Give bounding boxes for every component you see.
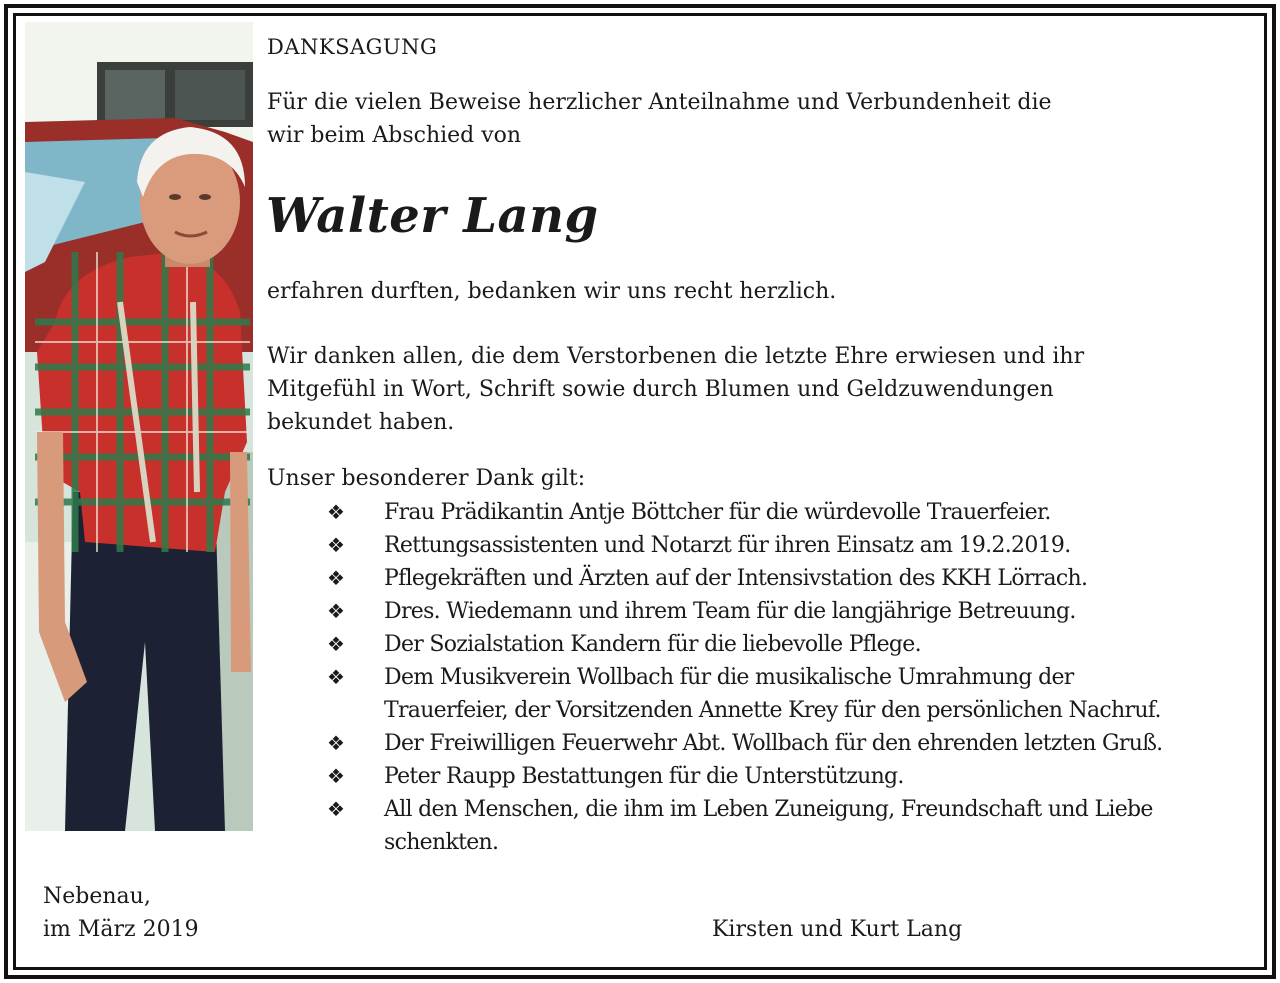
place-date: [43, 880, 199, 946]
special-thanks-title: Unser besonderer Dank gilt:: [267, 466, 586, 491]
diamond-bullet-icon: ❖: [327, 632, 345, 656]
list-item-text: [384, 793, 1227, 859]
list-item-line: Dem Musikverein Wollbach für die musikalische Umrahmung der: [384, 665, 1074, 690]
diamond-bullet-icon: ❖: [327, 599, 345, 623]
portrait-photo: [25, 22, 253, 831]
list-item: [327, 562, 1227, 595]
list-item-text: [384, 661, 1227, 727]
list-item-line: Rettungsassistenten und Notarzt für ihren Einsatz am 19.2.2019.: [384, 533, 1071, 558]
signers: Kirsten und Kurt Lang: [712, 917, 963, 942]
thanks-paragraph: [267, 340, 1084, 439]
list-item-line: Trauerfeier, der Vorsitzenden Annette Krey für den persönlichen Nachruf.: [384, 698, 1161, 723]
intro-text: [267, 86, 1052, 152]
diamond-bullet-icon: ❖: [327, 533, 345, 557]
list-item: [327, 529, 1227, 562]
list-item-text: [384, 760, 1227, 793]
diamond-bullet-icon: ❖: [327, 500, 345, 524]
list-item-line: Dres. Wiedemann und ihrem Team für die langjährige Betreuung.: [384, 599, 1076, 624]
list-item-line: Der Freiwilligen Feuerwehr Abt. Wollbach für den ehrenden letzten Gruß.: [384, 731, 1163, 756]
list-item: [327, 628, 1227, 661]
list-item-line: schenkten.: [384, 830, 499, 855]
list-item: [327, 661, 1227, 727]
list-item-text: [384, 496, 1227, 529]
diamond-bullet-icon: ❖: [327, 764, 345, 788]
list-item-line: Der Sozialstation Kandern für die liebevolle Pflege.: [384, 632, 921, 657]
list-item-text: [384, 529, 1227, 562]
list-item-text: [384, 562, 1227, 595]
list-item-text: [384, 628, 1227, 661]
diamond-bullet-icon: ❖: [327, 731, 345, 755]
after-name-text: erfahren durften, bedanken wir uns recht herzlich.: [267, 279, 837, 304]
intro-line: wir beim Abschied von: [267, 123, 522, 148]
intro-line: Für die vielen Beweise herzlicher Anteilnahme und Verbundenheit die: [267, 90, 1052, 115]
list-item-text: [384, 727, 1227, 760]
thanks-line: bekundet haben.: [267, 410, 455, 435]
list-item-line: Pflegekräften und Ärzten auf der Intensivstation des KKH Lörrach.: [384, 566, 1088, 591]
deceased-name: Walter Lang: [266, 188, 599, 244]
list-item: [327, 727, 1227, 760]
special-thanks-list: [327, 496, 1227, 859]
list-item: [327, 793, 1227, 859]
thanks-line: Wir danken allen, die dem Verstorbenen die letzte Ehre erwiesen und ihr: [267, 344, 1085, 369]
list-item: [327, 496, 1227, 529]
list-item: [327, 595, 1227, 628]
list-item-line: All den Menschen, die ihm im Leben Zuneigung, Freundschaft und Liebe: [384, 797, 1153, 822]
diamond-bullet-icon: ❖: [327, 797, 345, 821]
list-item-text: [384, 595, 1227, 628]
list-item: [327, 760, 1227, 793]
list-item-line: Peter Raupp Bestattungen für die Unterstützung.: [384, 764, 904, 789]
place: Nebenau,: [43, 884, 151, 909]
notice-heading: DANKSAGUNG: [267, 35, 438, 59]
thanks-line: Mitgefühl in Wort, Schrift sowie durch Blumen und Geldzuwendungen: [267, 377, 1054, 402]
diamond-bullet-icon: ❖: [327, 665, 345, 689]
date: im März 2019: [43, 917, 199, 942]
diamond-bullet-icon: ❖: [327, 566, 345, 590]
list-item-line: Frau Prädikantin Antje Böttcher für die würdevolle Trauerfeier.: [384, 500, 1051, 525]
